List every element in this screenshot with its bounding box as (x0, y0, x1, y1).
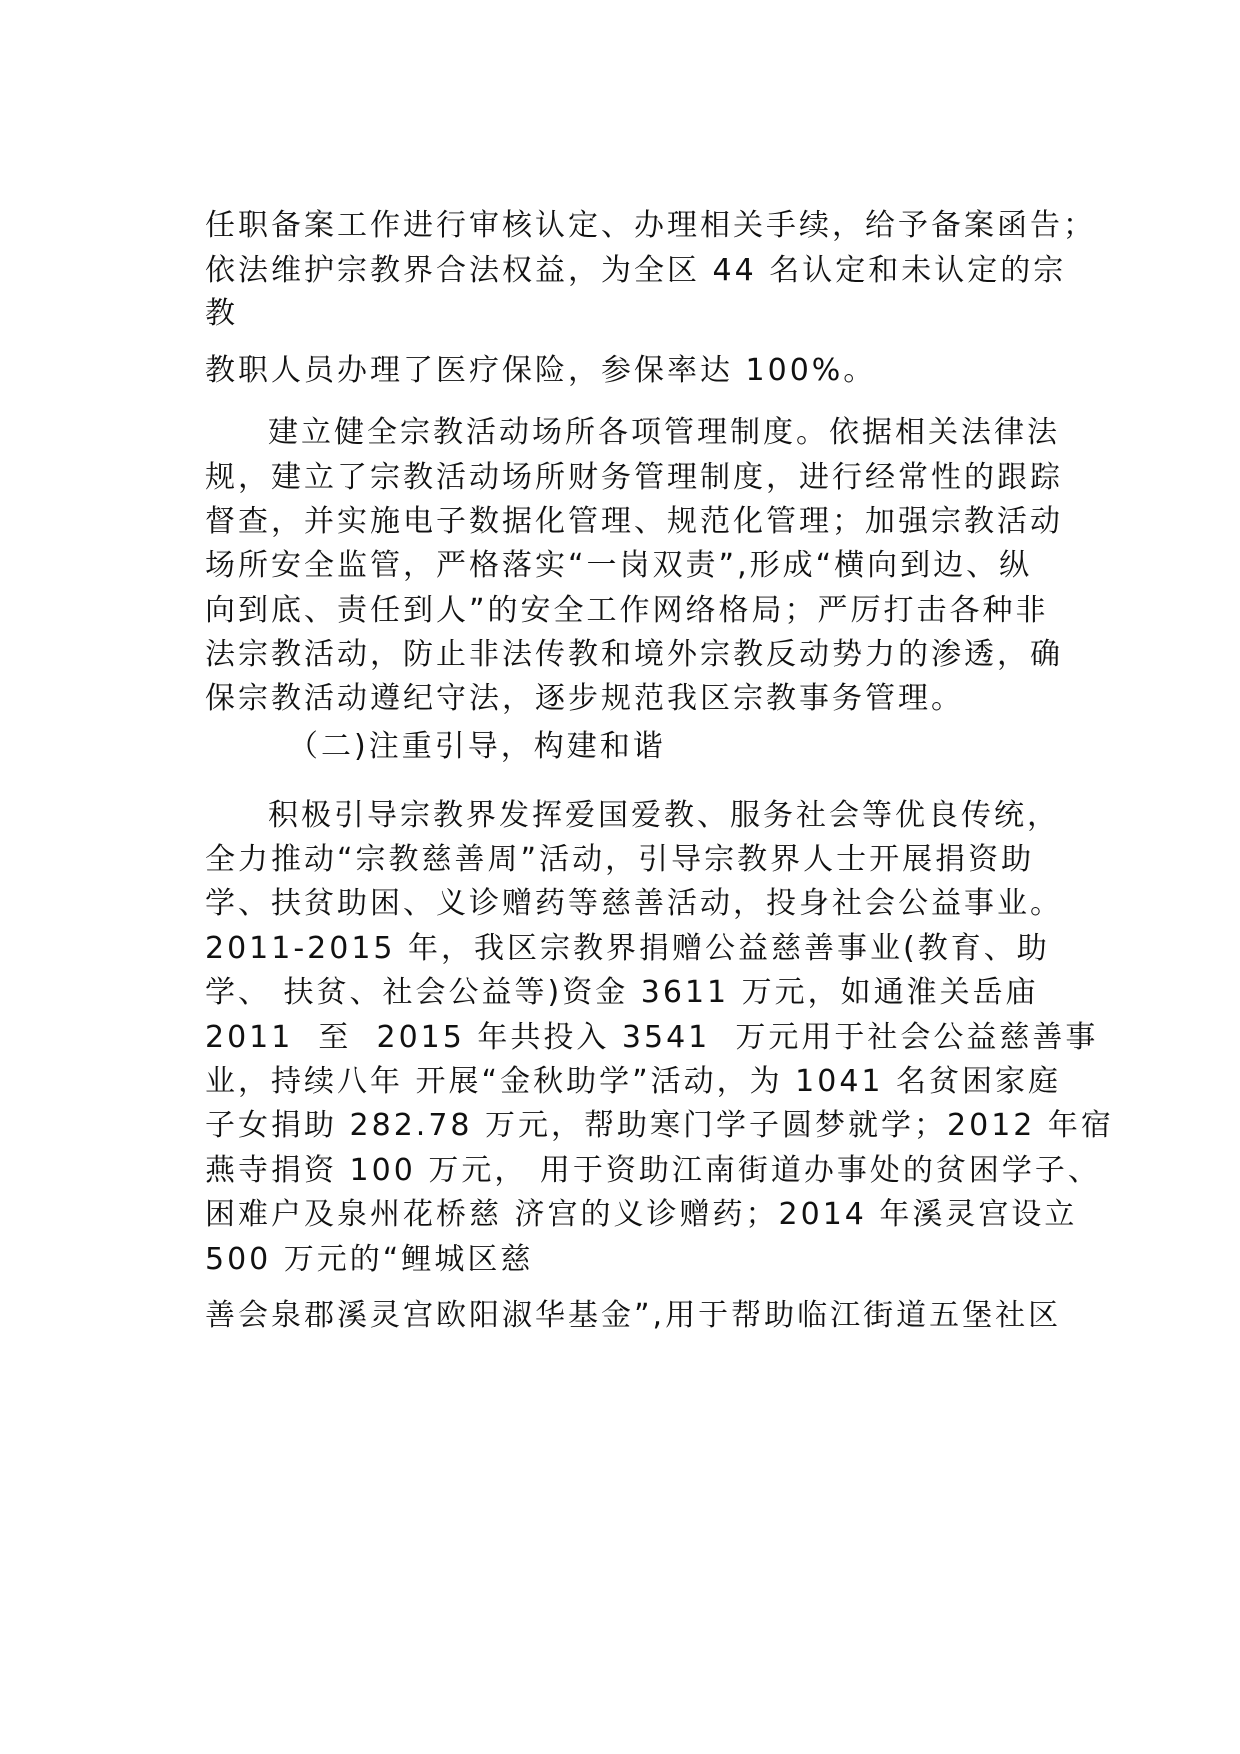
paragraph-line: 2011-2015 年，我区宗教界捐赠公益慈善事业(教育、助 (205, 931, 1050, 966)
paragraph-line: 规，建立了宗教活动场所财务管理制度，进行经常性的跟踪 (205, 460, 1063, 495)
paragraph-line: 督查，并实施电子数据化管理、规范化管理；加强宗教活动 (205, 504, 1063, 539)
paragraph-line: 依法维护宗教界合法权益，为全区 44 名认定和未认定的宗 (205, 253, 1067, 288)
paragraph-line: 场所安全监管，严格落实“一岗双责”,形成“横向到边、纵 (205, 548, 1033, 583)
paragraph-line: 法宗教活动，防止非法传教和境外宗教反动势力的渗透，确 (205, 637, 1063, 672)
paragraph-line: 500 万元的“鲤城区慈 (205, 1242, 534, 1277)
paragraph-line: 学、 扶贫、社会公益等)资金 3611 万元，如通淮关岳庙 (205, 975, 1039, 1010)
paragraph-line: 教 (205, 296, 238, 331)
paragraph-line: 积极引导宗教界发挥爱国爱教、服务社会等优良传统， (268, 798, 1060, 833)
paragraph-line: 业，持续八年 开展“金秋助学”活动，为 1041 名贫困家庭 (205, 1064, 1062, 1099)
paragraph-line: 全力推动“宗教慈善周”活动，引导宗教界人士开展捐资助 (205, 842, 1035, 877)
paragraph-line: 向到底、责任到人”的安全工作网络格局；严厉打击各种非 (205, 593, 1049, 628)
paragraph-line: 教职人员办理了医疗保险，参保率达 100%。 (205, 353, 877, 388)
paragraph-line: 任职备案工作进行审核认定、办理相关手续，给予备案函告； (205, 208, 1096, 243)
paragraph-line: 保宗教活动遵纪守法，逐步规范我区宗教事务管理。 (205, 681, 964, 716)
paragraph-line: 2011 至 2015 年共投入 3541 万元用于社会公益慈善事 (205, 1020, 1099, 1055)
paragraph-line: 善会泉郡溪灵宫欧阳淑华基金”,用于帮助临江街道五堡社区 (205, 1298, 1062, 1333)
paragraph-line: 燕寺捐资 100 万元， 用于资助江南街道办事处的贫困学子、 (205, 1153, 1101, 1188)
section-heading: （二)注重引导，构建和谐 (288, 729, 666, 764)
paragraph-line: 困难户及泉州花桥慈 济宫的义诊赠药；2014 年溪灵宫设立 (205, 1197, 1078, 1232)
paragraph-line: 子女捐助 282.78 万元，帮助寒门学子圆梦就学；2012 年宿 (205, 1108, 1114, 1143)
paragraph-line: 建立健全宗教活动场所各项管理制度。依据相关法律法 (268, 415, 1060, 450)
paragraph-line: 学、扶贫助困、义诊赠药等慈善活动，投身社会公益事业。 (205, 886, 1063, 921)
